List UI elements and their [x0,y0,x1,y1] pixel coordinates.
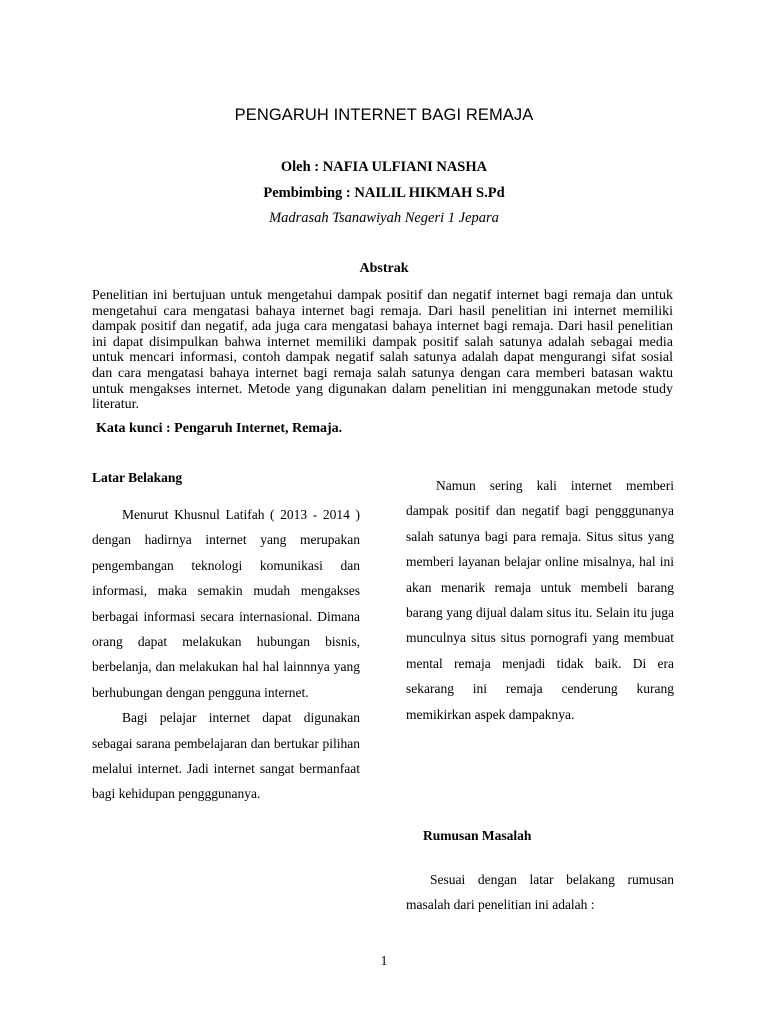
author-line: Oleh : NAFIA ULFIANI NASHA [280,159,488,175]
right-column [406,473,674,727]
section-heading-rumusan-masalah: Rumusan Masalah [423,828,532,843]
keywords: Kata kunci : Pengaruh Internet, Remaja. [96,421,343,436]
school-name: Madrasah Tsanawiyah Negeri 1 Jepara [269,210,499,226]
abstract-heading: Abstrak [359,261,409,276]
advisor-line: Pembimbing : NAILIL HIKMAH S.Pd [263,185,505,201]
paragraph: Namun sering kali internet memberi dampak positif dan negatif bagi pengggunanya salah satunya bagi para remaja. Situs situs yang memberi layanan belajar online misalnya, hal ini akan menarik remaja untuk membeli barang barang yang dijual dalam situs itu. Selain itu juga munculnya situs situs pornografi yang membuat mental remaja menjadi tidak baik. Di era sekarang ini remaja cenderung kurang memikirkan aspek dampaknya. [406,478,674,722]
abstract-text: Penelitian ini bertujuan untuk mengetahui dampak positif dan negatif internet bagi remaja dan untuk mengetahui cara mengatasi bahaya internet bagi remaja. Dari hasil penelitian ini internet memiliki dampak positif dan negatif, ada juga cara mengatasi bahaya internet bagi remaja. Dari hasil penelitian ini dapat disimpulkan bahwa internet memiliki dampak positif salah satunya adalah sebagai media untuk mencari informasi, contoh dampak negatif salah satunya adalah dapat mengurangi sifat sosial dan cara mengatasi bahaya internet bagi remaja salah satunya dengan cara memberi batasan waktu untuk mengakses internet. Metode yang digunakan dalam penelitian ini menggunakan metode study literatur. [92,288,673,413]
left-column [92,502,360,807]
paper-title: PENGARUH INTERNET BAGI REMAJA [234,106,534,124]
page-number: 1 [380,953,388,968]
paragraph: Bagi pelajar internet dapat digunakan sebagai sarana pembelajaran dan bertukar pilihan melalui internet. Jadi internet sangat bermanfaat bagi kehidupan pengggunanya. [92,710,360,802]
paragraph: Menurut Khusnul Latifah ( 2013 - 2014 ) dengan hadirnya internet yang merupakan pengembangan teknologi komunikasi dan informasi, maka semakin mudah mengakses berbagai informasi secara internasional. Dimana orang dapat melakukan hubungan bisnis, berbelanja, dan melakukan hal hal lainnnya yang berhubungan dengan pengguna internet. [92,507,360,700]
section-heading-latar-belakang: Latar Belakang [92,470,183,485]
right-column-lower [406,867,674,918]
paragraph: Sesuai dengan latar belakang rumusan masalah dari penelitian ini adalah : [406,872,674,913]
